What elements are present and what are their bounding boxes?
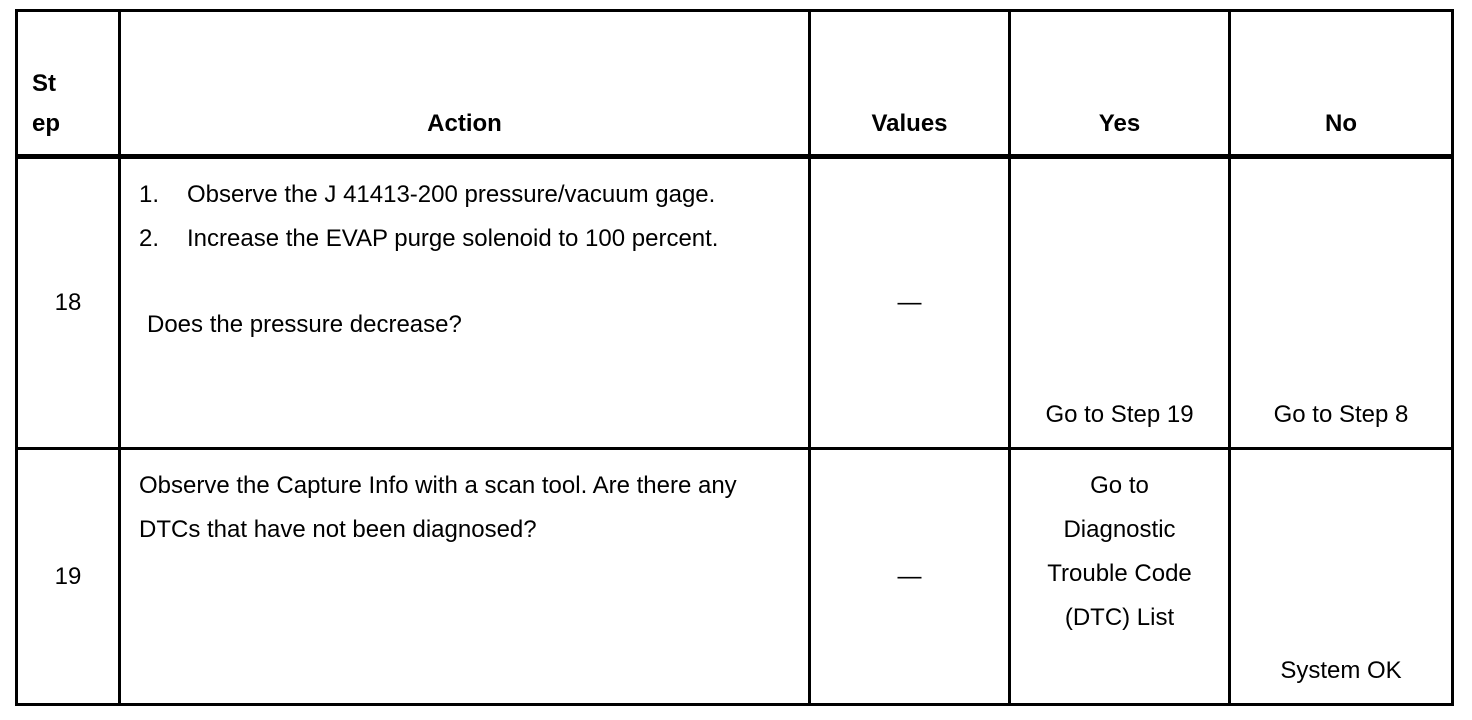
no-cell: System OK — [1230, 449, 1453, 705]
header-row — [17, 11, 1453, 157]
action-list-item: 1. Observe the J 41413-200 pressure/vacuum gage. — [139, 181, 716, 208]
action-cell — [120, 157, 810, 449]
diagnostic-table — [15, 9, 1454, 706]
values-cell: — — [810, 157, 1010, 449]
header-values: Values — [810, 11, 1010, 157]
header-yes: Yes — [1010, 11, 1230, 157]
values-cell: — — [810, 449, 1010, 705]
action-cell — [120, 449, 810, 705]
yes-cell: Go to Step 19 — [1010, 157, 1230, 449]
action-text: Observe the Capture Info with a scan tool. Are there any DTCs that have not been diagnosed? — [139, 472, 737, 543]
no-cell: Go to Step 8 — [1230, 157, 1453, 449]
action-question: Does the pressure decrease? — [147, 311, 462, 338]
yes-cell: Go to Diagnostic Trouble Code (DTC) List — [1010, 449, 1230, 705]
header-action: Action — [120, 11, 810, 157]
header-no: No — [1230, 11, 1453, 157]
step-number: 19 — [17, 449, 120, 705]
table-row — [17, 449, 1453, 705]
header-step: St ep — [17, 11, 120, 157]
step-number: 18 — [17, 157, 120, 449]
action-list-item: 2. Increase the EVAP purge solenoid to 100 percent. — [139, 225, 719, 252]
table-row — [17, 157, 1453, 449]
